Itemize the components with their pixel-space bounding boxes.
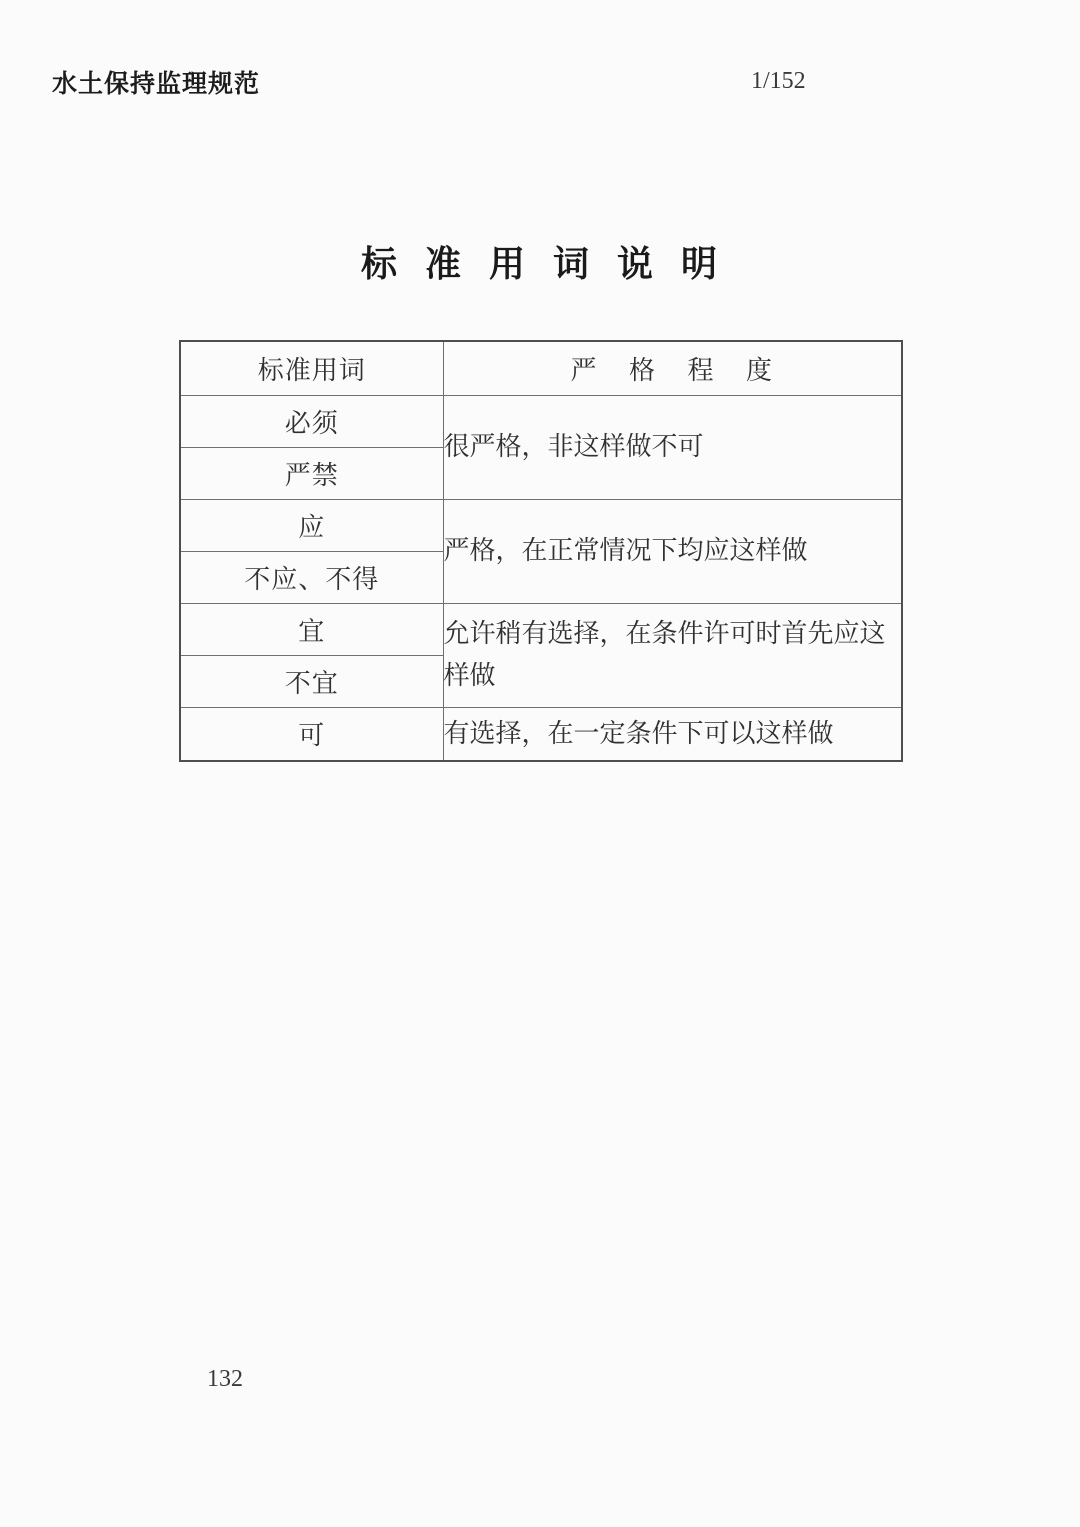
term-cell-buying-bude: 不应、不得 bbox=[180, 551, 443, 603]
table-row bbox=[180, 707, 902, 761]
table-row bbox=[180, 499, 902, 551]
term-cell-bixu: 必须 bbox=[180, 395, 443, 447]
strictness-cell-group-3: 允许稍有选择，在条件许可时首先应这样做 bbox=[443, 603, 902, 707]
strictness-cell-group-4: 有选择，在一定条件下可以这样做 bbox=[443, 707, 902, 761]
document-header-title: 水土保持监理规范 bbox=[52, 70, 261, 98]
term-cell-buyi: 不宜 bbox=[180, 655, 443, 707]
standard-terms-table bbox=[179, 340, 903, 762]
strictness-cell-group-1: 很严格，非这样做不可 bbox=[443, 395, 902, 499]
term-cell-ke: 可 bbox=[180, 707, 443, 761]
term-cell-yanjin: 严禁 bbox=[180, 447, 443, 499]
table-header-row bbox=[180, 341, 902, 395]
page-indicator: 1/152 bbox=[751, 68, 806, 94]
table-row bbox=[180, 603, 902, 655]
term-cell-ying: 应 bbox=[180, 499, 443, 551]
column-header-strictness: 严 格 程 度 bbox=[443, 341, 902, 395]
column-header-term: 标准用词 bbox=[180, 341, 443, 395]
term-cell-yi: 宜 bbox=[180, 603, 443, 655]
table-row bbox=[180, 395, 902, 447]
footer-page-number: 132 bbox=[207, 1366, 243, 1392]
strictness-cell-group-2: 严格，在正常情况下均应这样做 bbox=[443, 499, 902, 603]
page-title: 标 准 用 词 说 明 bbox=[360, 243, 719, 284]
